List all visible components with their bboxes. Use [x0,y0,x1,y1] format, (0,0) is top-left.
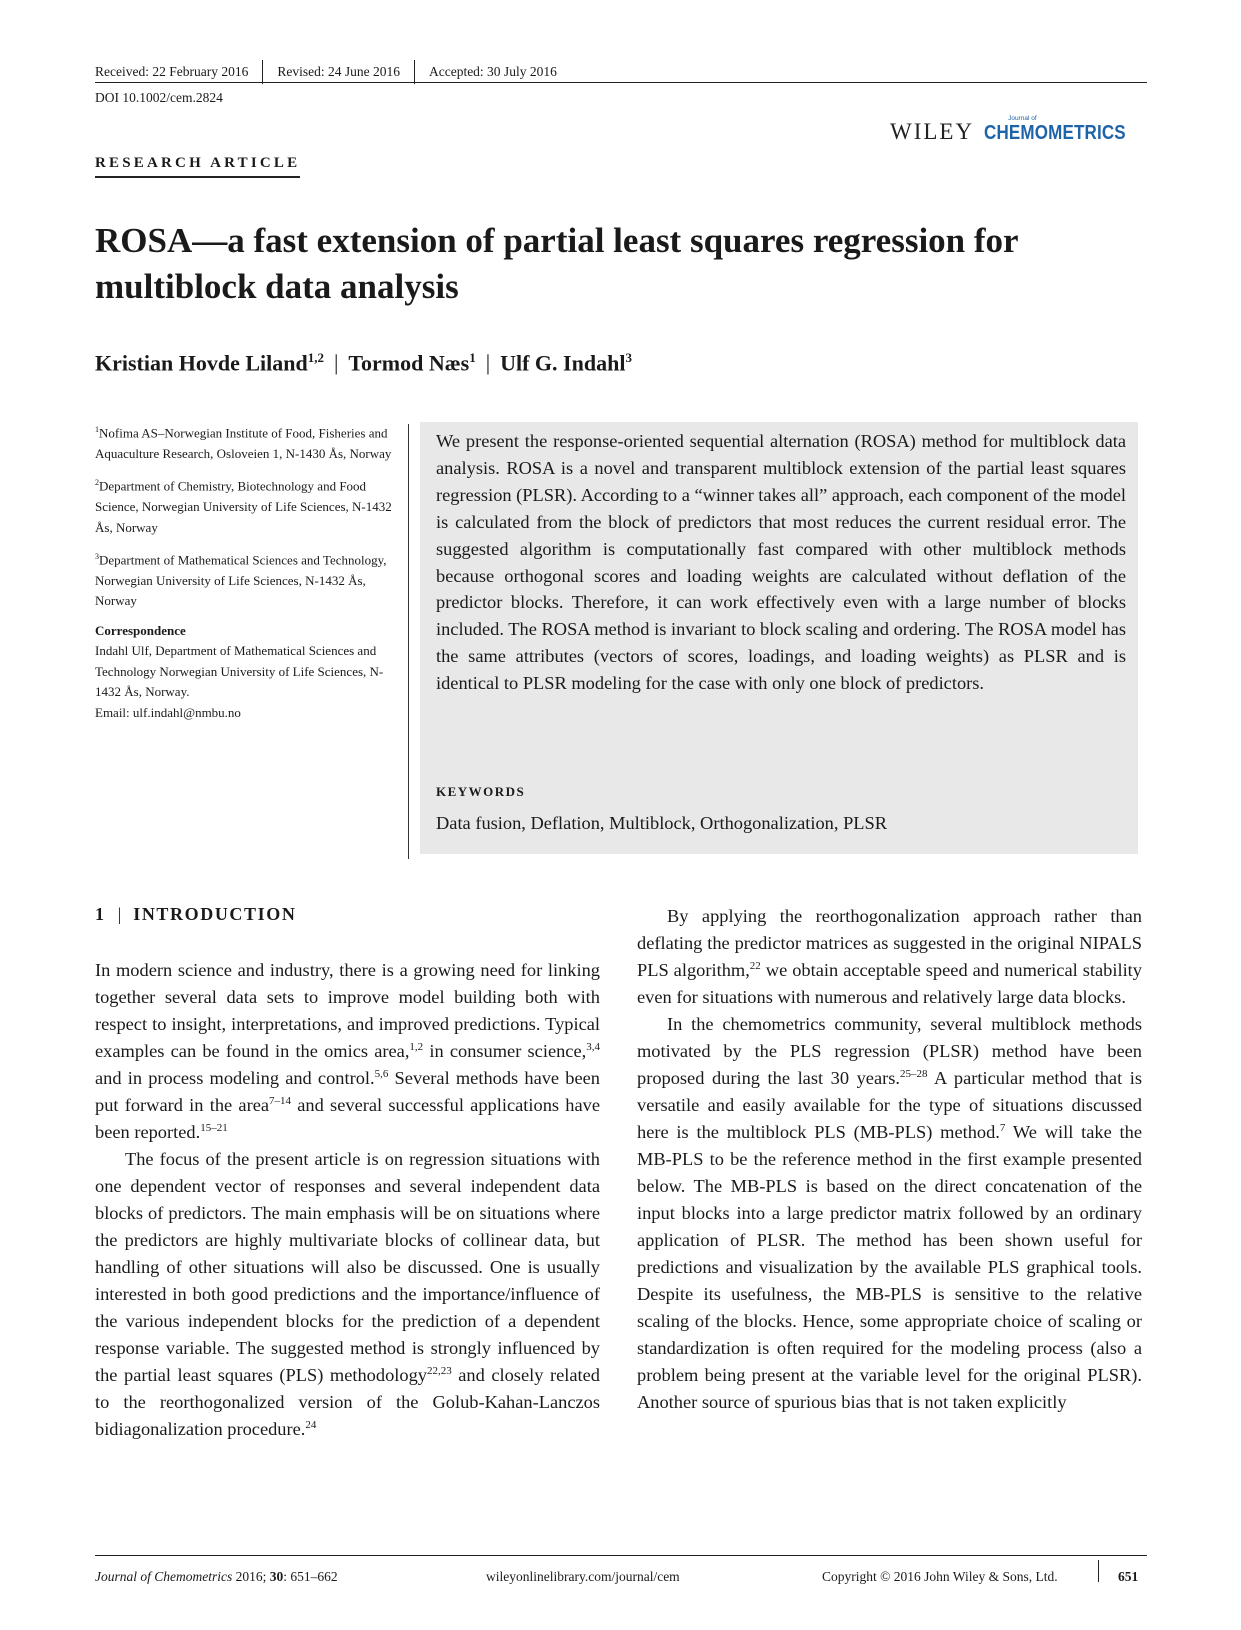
header-rule [95,82,1147,83]
citation: 24 [305,1418,317,1431]
citation: 1,2 [409,1040,424,1053]
affiliations [95,420,395,723]
journal-logo [890,116,1151,143]
author-affiliation-mark: 1,2 [307,350,324,365]
body-paragraph [95,957,600,1146]
section-heading [95,904,296,925]
body-text: A particular method that is versatile and easily available for the type of situations discussed here is the multiblock PLS (MB-PLS) method. [637,1068,1142,1142]
body-text: and several successful applications have been reported. [95,1095,600,1142]
affiliation-mark: 1 [95,425,99,434]
citation: 25–28 [900,1067,928,1080]
revised-date: Revised: 24 June 2016 [277,64,400,79]
footer-rule [95,1555,1147,1556]
body-paragraph [637,903,1142,1011]
abstract-text: We present the response-oriented sequential alternation (ROSA) method for multiblock data analysis. ROSA is a novel and transparent multiblock extension of the partial least squares regression (PLSR). According to a “winner takes all” approach, each component of the model is calculated from the block of predictors that most reduces the current residual error. The suggested algorithm is computationally fast compared with other multiblock methods because orthogonal scores and loading weights are calculated without deflation of the predictor blocks. Therefore, it can work effectively even with a large number of blocks included. The ROSA method is invariant to block scaling and ordering. The ROSA model has the same attributes (vectors of scores, loadings, and loading weights) as PLSR and is identical to PLSR modeling for the case with only one block of predictors. [436,431,1126,694]
doi: DOI 10.1002/cem.2824 [95,90,223,105]
affiliation-text: Department of Mathematical Sciences and Technology, Norwegian University of Life Sciences, N-1432 Ås, Norway [95,552,387,609]
page-number: 651 [1118,1569,1139,1584]
citation: 7 [999,1121,1006,1134]
author-divider: | [333,350,339,376]
keywords: Data fusion, Deflation, Multiblock, Orthogonalization, PLSR [436,813,888,833]
author-affiliation-mark: 1 [469,350,476,365]
author-name: Tormod Næs [348,350,470,376]
author-affiliation-mark: 3 [625,350,632,365]
abstract-divider [408,424,409,859]
footer-year: 2016; [235,1569,267,1584]
footer-volume: 30 [269,1569,284,1584]
citation: 15–21 [200,1121,228,1134]
footer-pages: : 651–662 [283,1569,338,1584]
body-text: By applying the reorthogonalization approach rather than deflating the predictor matrices as suggested in the original NIPALS PLS algorithm, [637,906,1142,980]
body-text: and in process modeling and control. [95,1068,375,1088]
keywords-heading: KEYWORDS [436,784,526,799]
journal-of-label: Journal of [1008,115,1037,122]
article-dates [95,60,557,84]
body-text: in consumer science, [423,1041,587,1061]
journal-name-logo: CHEMOMETRICS [984,121,1126,144]
correspondence-heading: Correspondence [95,622,186,638]
body-text: and closely related to the reorthogonalized version of the Golub-Kahan-Lanczos bidiagonalization procedure. [95,1365,600,1439]
body-text: In the chemometrics community, several multiblock methods motivated by the PLS regression (PLSR) method have been proposed during the last 30 years. [637,1014,1142,1088]
body-text: In modern science and industry, there is a growing need for linking together several data sets to improve model building both with respect to insight, interpretations, and improved predictions. Typical examples can be found in the omics area, [95,960,600,1061]
author-name: Kristian Hovde Liland [95,350,308,376]
footer-divider [1098,1560,1099,1582]
section-title: INTRODUCTION [133,904,297,924]
date-divider [414,60,415,84]
body-paragraph [637,1011,1142,1416]
body-column-left [95,957,600,1443]
received-date: Received: 22 February 2016 [95,64,249,79]
affiliation-text: Nofima AS–Norwegian Institute of Food, Fisheries and Aquaculture Research, Osloveien 1, N-1430 Ås, Norway [95,425,392,461]
affiliation [95,547,395,612]
footer-journal: Journal of Chemometrics [95,1569,233,1584]
body-text: we obtain acceptable speed and numerical stability even for situations with numerous and relatively large data blocks. [637,960,1142,1007]
affiliation-mark: 3 [95,552,99,562]
body-text: The focus of the present article is on regression situations with one dependent vector of responses and several independent data blocks of predictors. The main emphasis will be on situations where the predictors are highly multivariate blocks of collinear data, but handling of other situations will also be discussed. One is usually interested in both good predictions and the importance/influence of the various independent blocks for the prediction of a dependent response variable. The suggested method is strongly influenced by the partial least squares (PLS) methodology [95,1149,600,1385]
citation: 5,6 [374,1067,389,1080]
author-name: Ulf G. Indahl [500,350,626,376]
affiliation [95,420,395,464]
author-divider: | [485,350,491,376]
correspondence-text: Indahl Ulf, Department of Mathematical Sciences and Technology Norwegian University of Life Sciences, N-1432 Ås, Norway. [95,643,384,700]
footer-copyright: Copyright © 2016 John Wiley & Sons, Ltd. [822,1569,1058,1584]
body-paragraph [95,1146,600,1443]
body-text: We will take the MB-PLS to be the reference method in the first example presented below. The MB-PLS is based on the direct concatenation of the input blocks into a large predictor matrix followed by an ordinary application of PLSR. The method has been shown useful for predictions and visualization by the available PLS graphical tools. Despite its usefulness, the MB-PLS is sensitive to the relative scaling of the blocks. Hence, some appropriate choice of scaling or standardization is often required for the modeling process (also a problem being present at the variable level for the original PLSR). Another source of spurious bias that is not taken explicitly [637,1122,1142,1412]
section-divider: | [117,904,122,924]
affiliation-text: Department of Chemistry, Biotechnology and Food Science, Norwegian University of Life Sciences, N-1432 Ås, Norway [95,478,392,535]
section-number: 1 [95,904,106,924]
date-divider [262,60,263,84]
correspondence-email: Email: ulf.indahl@nmbu.no [95,704,241,720]
journal-wordmark [984,116,1151,143]
citation: 22,23 [426,1364,452,1377]
footer-url[interactable]: wileyonlinelibrary.com/journal/cem [486,1569,680,1584]
citation: 7–14 [269,1094,292,1107]
affiliation [95,473,395,538]
article-type: RESEARCH ARTICLE [95,155,300,178]
affiliation-mark: 2 [95,478,99,488]
accepted-date: Accepted: 30 July 2016 [428,64,557,79]
publisher-logo: WILEY [890,118,975,144]
citation: 22 [749,959,761,972]
paper-title: ROSA—a fast extension of partial least squares regression for multiblock data analysis [95,221,1018,306]
author-list [95,350,632,376]
citation: 3,4 [586,1040,600,1053]
footer-citation [95,1569,338,1585]
body-text: Several methods have been put forward in the area [95,1068,600,1115]
body-column-right [637,903,1142,1416]
